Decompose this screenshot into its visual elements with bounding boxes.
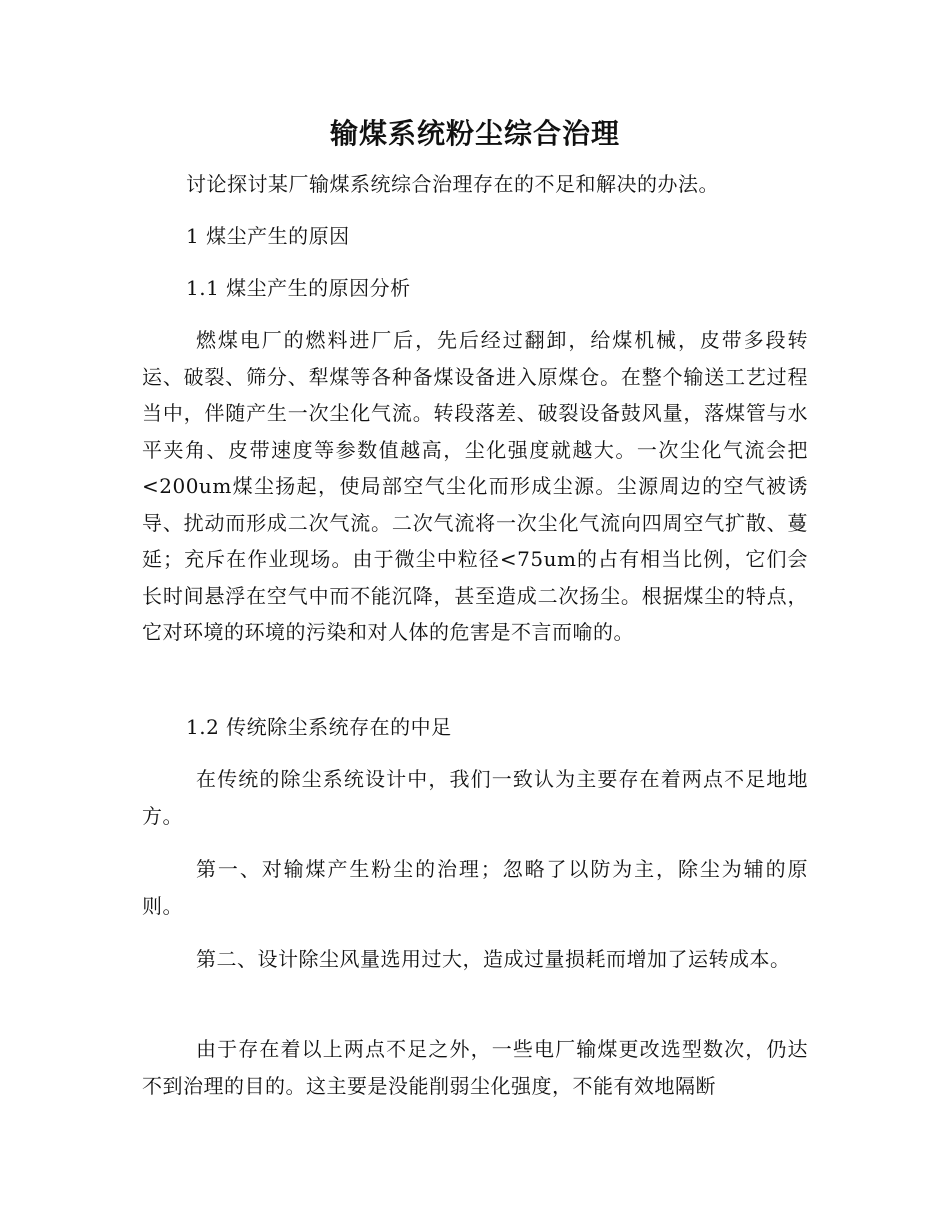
section-1-2-paragraph-3: 第二、设计除尘风量选用过大，造成过量损耗而增加了运转成本。 — [196, 947, 791, 971]
document-title: 输煤系统粉尘综合治理 — [329, 117, 620, 150]
section-1-2-paragraph-1: 在传统的除尘系统设计中，我们一致认为主要存在着两点不足地地方。 — [142, 767, 808, 828]
section-1-2-heading: 1.2 传统除尘系统存在的中足 — [186, 715, 452, 739]
section-1-1-heading: 1.1 煤尘产生的原因分析 — [186, 276, 411, 300]
intro-paragraph: 讨论探讨某厂输煤系统综合治理存在的不足和解决的办法。 — [186, 172, 719, 196]
section-1-1-paragraph: 燃煤电厂的燃料进厂后，先后经过翻卸，给煤机械，皮带多段转运、破裂、筛分、犁煤等各种备煤设备进入原煤仓。在整个输送工艺过程当中，伴随产生一次尘化气流。转段落差、破裂设备鼓风量，落煤管与水平夹角、皮带速度等参数值越高，尘化强度就越大。一次尘化气流会把<200um煤尘扬起，使局部空气尘化而形成尘源。尘源周边的空气被诱导、扰动而形成二次气流。二次气流将一次尘化气流向四周空气扩散、蔓延；充斥在作业现场。由于微尘中粒径<75um的占有相当比例，它们会长时间悬浮在空气中而不能沉降，甚至造成二次扬尘。根据煤尘的特点，它对环境的环境的污染和对人体的危害是不言而喻的。 — [142, 328, 808, 644]
section-1-2-paragraph-4: 由于存在着以上两点不足之外，一些电厂输煤更改选型数次，仍达不到治理的目的。这主要是没能削弱尘化强度，不能有效地隔断 — [142, 1037, 808, 1098]
section-1-2-paragraph-2: 第一、对输煤产生粉尘的治理；忽略了以防为主，除尘为辅的原则。 — [142, 857, 808, 918]
section-1-heading: 1 煤尘产生的原因 — [186, 224, 350, 248]
